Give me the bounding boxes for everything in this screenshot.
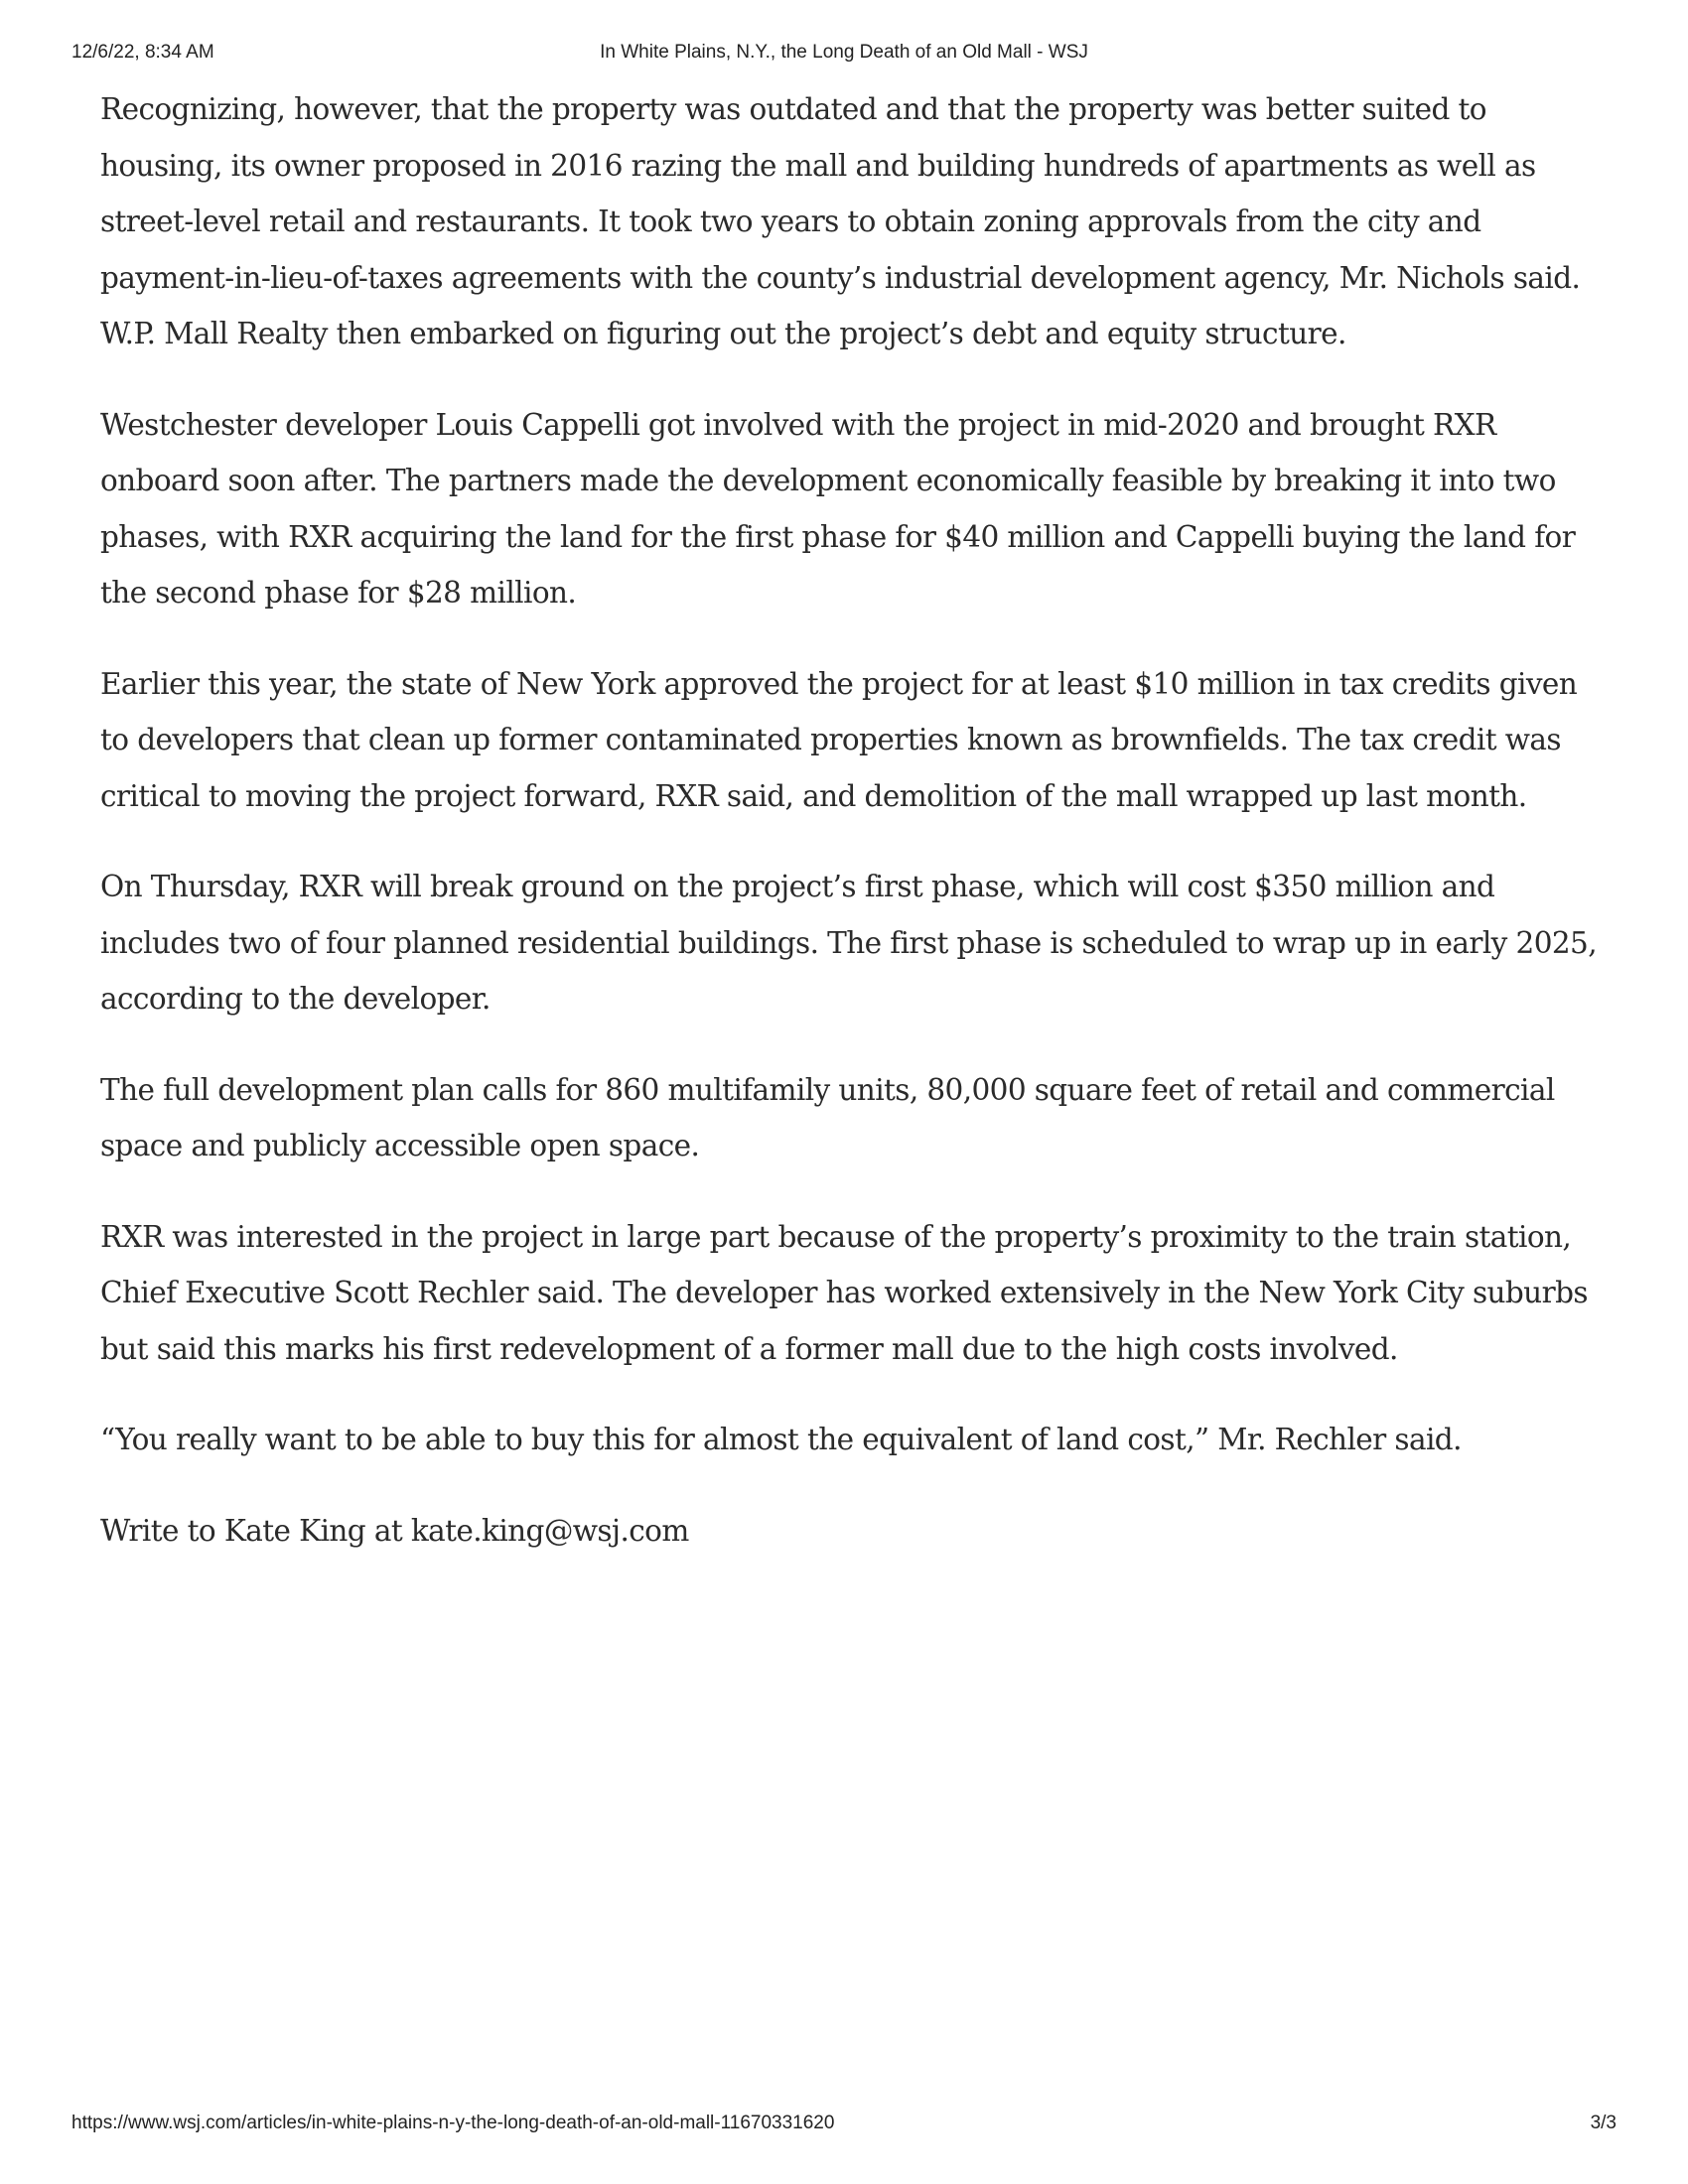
article-paragraph-2: Westchester developer Louis Cappelli got involved with the project in mid-2020 and brought RXR onboard soon after. The partners made the development economically feasible by breaking it into two phases, with RXR acquiring the land for the first phase for $40 million and Cappelli buying the land for the second phase for $28 million. (100, 407, 1576, 610)
author-email-link[interactable]: kate.king@wsj.com (410, 1513, 689, 1548)
article-paragraph-3: Earlier this year, the state of New York approved the project for at least $10 million in tax credits given to developers that clean up former contaminated properties known as brownfields. The tax credit was critical to moving the project forward, RXR said, and demolition of the mall wrapped up last month. (100, 666, 1578, 813)
article-paragraph-7: “You really want to be able to buy this for almost the equivalent of land cost,” Mr. Rechler said. (100, 1423, 1462, 1456)
print-page-title: In White Plains, N.Y., the Long Death of an Old Mall - WSJ (600, 42, 1088, 63)
article-paragraph-5: The full development plan calls for 860 multifamily units, 80,000 square feet of retail and commercial space and publicly accessible open space. (100, 1072, 1555, 1162)
article-paragraph-4: On Thursday, RXR will break ground on the project’s first phase, which will cost $350 million and includes two of four planned residential buildings. The first phase is scheduled to wrap up in early 2025, according to the developer. (100, 870, 1597, 1016)
article-paragraph-6: RXR was interested in the project in large part because of the property’s proximity to the train station, Chief Executive Scott Rechler said. The developer has worked extensively in the New York City suburbs but said this marks his first redevelopment of a former mall due to the high costs involved. (100, 1219, 1588, 1366)
article-body (100, 81, 1610, 1593)
author-contact-prefix: Write to Kate King at (100, 1513, 411, 1548)
page-number: 3/3 (1590, 2113, 1617, 2133)
article-paragraph-1: Recognizing, however, that the property was outdated and that the property was better suited to housing, its owner proposed in 2016 razing the mall and building hundreds of apartments as well as street-level retail and restaurants. It took two years to obtain zoning approvals from the city and payment-in-lieu-of-taxes agreements with the county’s industrial development agency, Mr. Nichols said. W.P. Mall Realty then embarked on figuring out the project’s debt and equity structure. (100, 92, 1581, 350)
print-header (71, 42, 1617, 66)
print-date: 12/6/22, 8:34 AM (71, 42, 214, 63)
print-url: https://www.wsj.com/articles/in-white-plains-n-y-the-long-death-of-an-old-mall-11670331620 (71, 2113, 835, 2133)
author-contact-line (100, 1503, 1610, 1560)
print-footer (71, 2113, 1617, 2136)
